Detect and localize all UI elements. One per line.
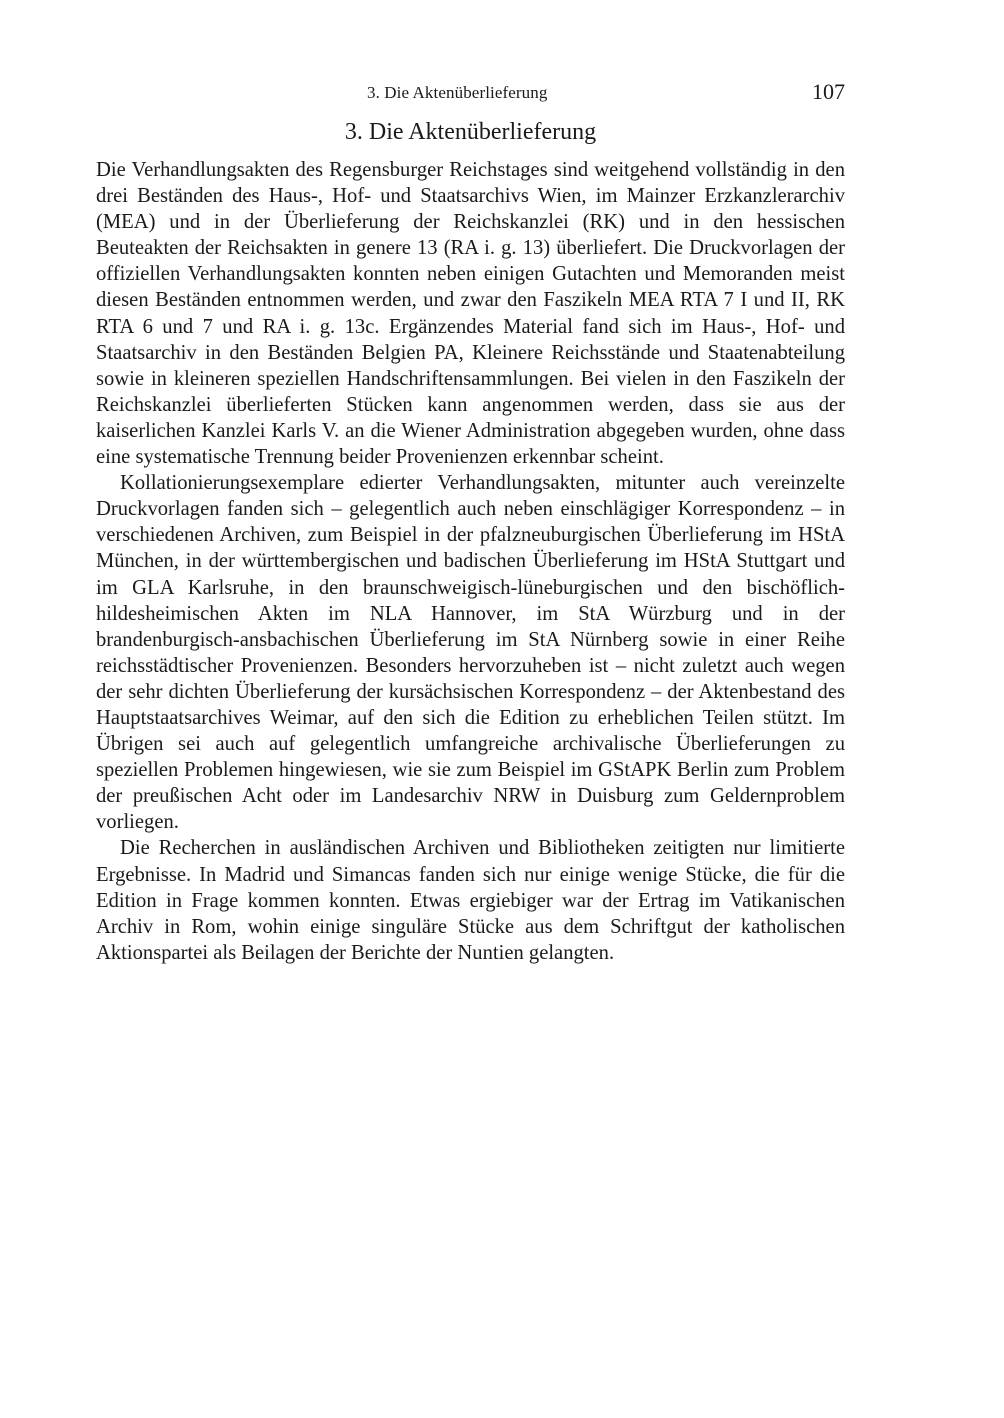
paragraph-3: Die Recherchen in ausländischen Archiven und Bibliotheken zeitigten nur limitierte Ergebnisse. In Madrid und Simancas fanden sich nur einige wenige Stücke, die für die Edition in Frage kommen konnten. Etwas ergiebiger war der Ertrag im Vatikanischen Archiv in Rom, wohin einige singuläre Stücke aus dem Schriftgut der katholischen Aktionspartei als Beilagen der Berichte der Nuntien gelangten.: [96, 837, 845, 964]
paragraph-1: Die Verhandlungsakten des Regensburger Reichstages sind weitgehend vollständig in den drei Beständen des Haus-, Hof- und Staatsarchivs Wien, im Mainzer Erzkanzlerarchiv (MEA) und in der Überlieferung der Reichskanzlei (RK) und in den hessischen Beuteakten der Reichsakten in genere 13 (RA i. g. 13) überliefert. Die Druckvorlagen der offiziellen Verhandlungsakten konnten neben einigen Gutachten und Memoranden meist diesen Beständen entnommen werden, und zwar den Faszikeln MEA RTA 7 I und II, RK RTA 6 und 7 und RA i. g. 13c. Ergänzendes Material fand sich im Haus-, Hof- und Staatsarchiv in den Beständen Belgien PA, Kleinere Reichsstände und Staatenabteilung sowie in kleineren speziellen Handschriftensammlungen. Bei vielen in den Faszikeln der Reichskanzlei überlieferten Stücken kann angenommen werden, dass sie aus der kaiserlichen Kanzlei Karls V. an die Wiener Administration abgegeben wurden, ohne dass eine systematische Trennung beider Provenienzen erkennbar scheint.: [96, 159, 845, 469]
running-head: [96, 79, 845, 109]
page-number: 107: [812, 79, 845, 104]
section-heading: 3. Die Aktenüberlieferung: [344, 119, 597, 145]
paragraph-2: Kollationierungsexemplare edierter Verhandlungsakten, mitunter auch vereinzelte Druckvorlagen fanden sich – gelegentlich auch neben einschlägiger Korrespondenz – in verschiedenen Archiven, zum Beispiel in der pfalzneuburgischen Überlieferung im HStA München, in der württembergischen und badischen Überlieferung im HStA Stuttgart und im GLA Karlsruhe, in den braunschweigisch-lüneburgischen und den bischöflich-hildesheimischen Akten im NLA Hannover, im StA Würzburg und in der brandenburgisch-ansbachischen Überlieferung im StA Nürnberg sowie in einer Reihe reichsstädtischer Provenienzen. Besonders hervorzuheben ist – nicht zuletzt auch wegen der sehr dichten Überlieferung der kursächsischen Korrespondenz – der Aktenbestand des Hauptstaatsarchives Weimar, auf den sich die Edition zu erheblichen Teilen stützt. Im Übrigen sei auch auf gelegentlich umfangreiche archivalische Überlieferungen zu speziellen Problemen hingewiesen, wie sie zum Beispiel im GStAPK Berlin zum Problem der preußischen Acht oder im Landesarchiv NRW in Duisburg zum Geldernproblem vorliegen.: [96, 472, 845, 834]
running-head-title: 3. Die Aktenüberlieferung: [367, 83, 548, 102]
body-text: [96, 157, 845, 966]
